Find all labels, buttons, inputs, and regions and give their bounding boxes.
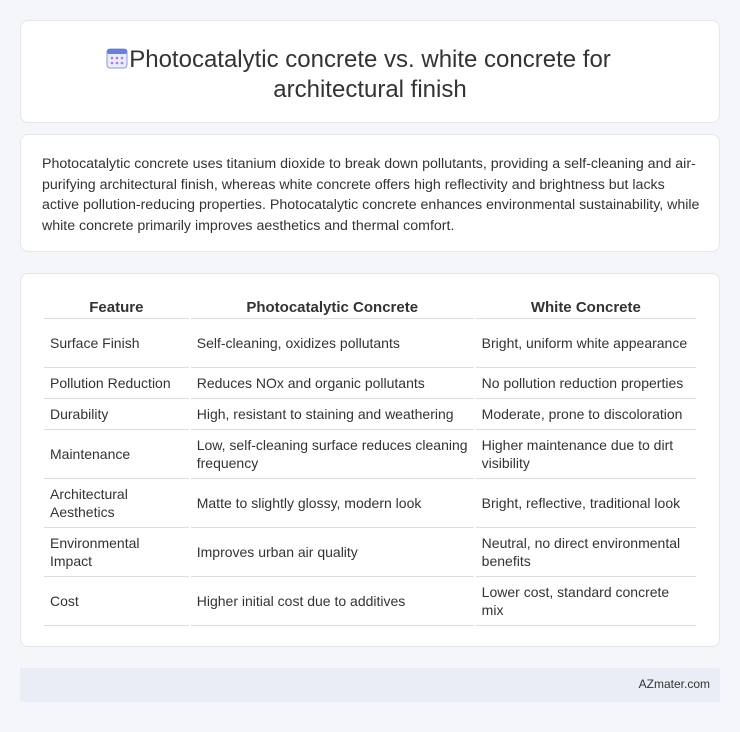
cell-feature: Environmental Impact (44, 528, 189, 577)
table-row (44, 528, 696, 577)
cell-photocatalytic: Low, self-cleaning surface reduces cleaning frequency (191, 430, 474, 479)
cell-feature: Cost (44, 577, 189, 626)
cell-feature: Pollution Reduction (44, 368, 189, 399)
summary-card (20, 134, 720, 252)
table-row (44, 319, 696, 368)
header-feature: Feature (44, 295, 189, 319)
cell-feature: Durability (44, 399, 189, 430)
table-row (44, 577, 696, 626)
cell-feature: Architectural Aesthetics (44, 479, 189, 528)
footer-brand: AZmater.com (638, 677, 710, 691)
cell-feature: Surface Finish (44, 319, 189, 368)
cell-white: Higher maintenance due to dirt visibility (476, 430, 696, 479)
header-photocatalytic: Photocatalytic Concrete (191, 295, 474, 319)
comparison-card (20, 273, 720, 647)
footer-bar (20, 668, 720, 702)
table-row (44, 368, 696, 399)
table-row (44, 430, 696, 479)
cell-white: Moderate, prone to discoloration (476, 399, 696, 430)
cell-white: Bright, reflective, traditional look (476, 479, 696, 528)
summary-paragraph: Photocatalytic concrete uses titanium dioxide to break down pollutants, providing a self-cleaning and air-purifying architectural finish, whereas white concrete offers high reflectivity and brightness but lacks active pollution-reducing properties. Photocatalytic concrete enhances environmental sustainability, while white concrete primarily improves aesthetics and thermal comfort. (42, 156, 700, 234)
comparison-table (42, 295, 698, 626)
cell-white: Lower cost, standard concrete mix (476, 577, 696, 626)
cell-photocatalytic: High, resistant to staining and weathering (191, 399, 474, 430)
cell-photocatalytic: Improves urban air quality (191, 528, 474, 577)
cell-white: No pollution reduction properties (476, 368, 696, 399)
cell-feature: Maintenance (44, 430, 189, 479)
cell-photocatalytic: Self-cleaning, oxidizes pollutants (191, 319, 474, 368)
table-row (44, 399, 696, 430)
header-white: White Concrete (476, 295, 696, 319)
table-header-row (44, 295, 696, 319)
cell-photocatalytic: Higher initial cost due to additives (191, 577, 474, 626)
cell-white: Bright, uniform white appearance (476, 319, 696, 368)
title-card (20, 20, 720, 123)
page-title: Photocatalytic concrete vs. white concrete for architectural finish (129, 46, 611, 103)
table-row (44, 479, 696, 528)
cell-photocatalytic: Reduces NOx and organic pollutants (191, 368, 474, 399)
cell-photocatalytic: Matte to slightly glossy, modern look (191, 479, 474, 528)
cell-white: Neutral, no direct environmental benefits (476, 528, 696, 577)
